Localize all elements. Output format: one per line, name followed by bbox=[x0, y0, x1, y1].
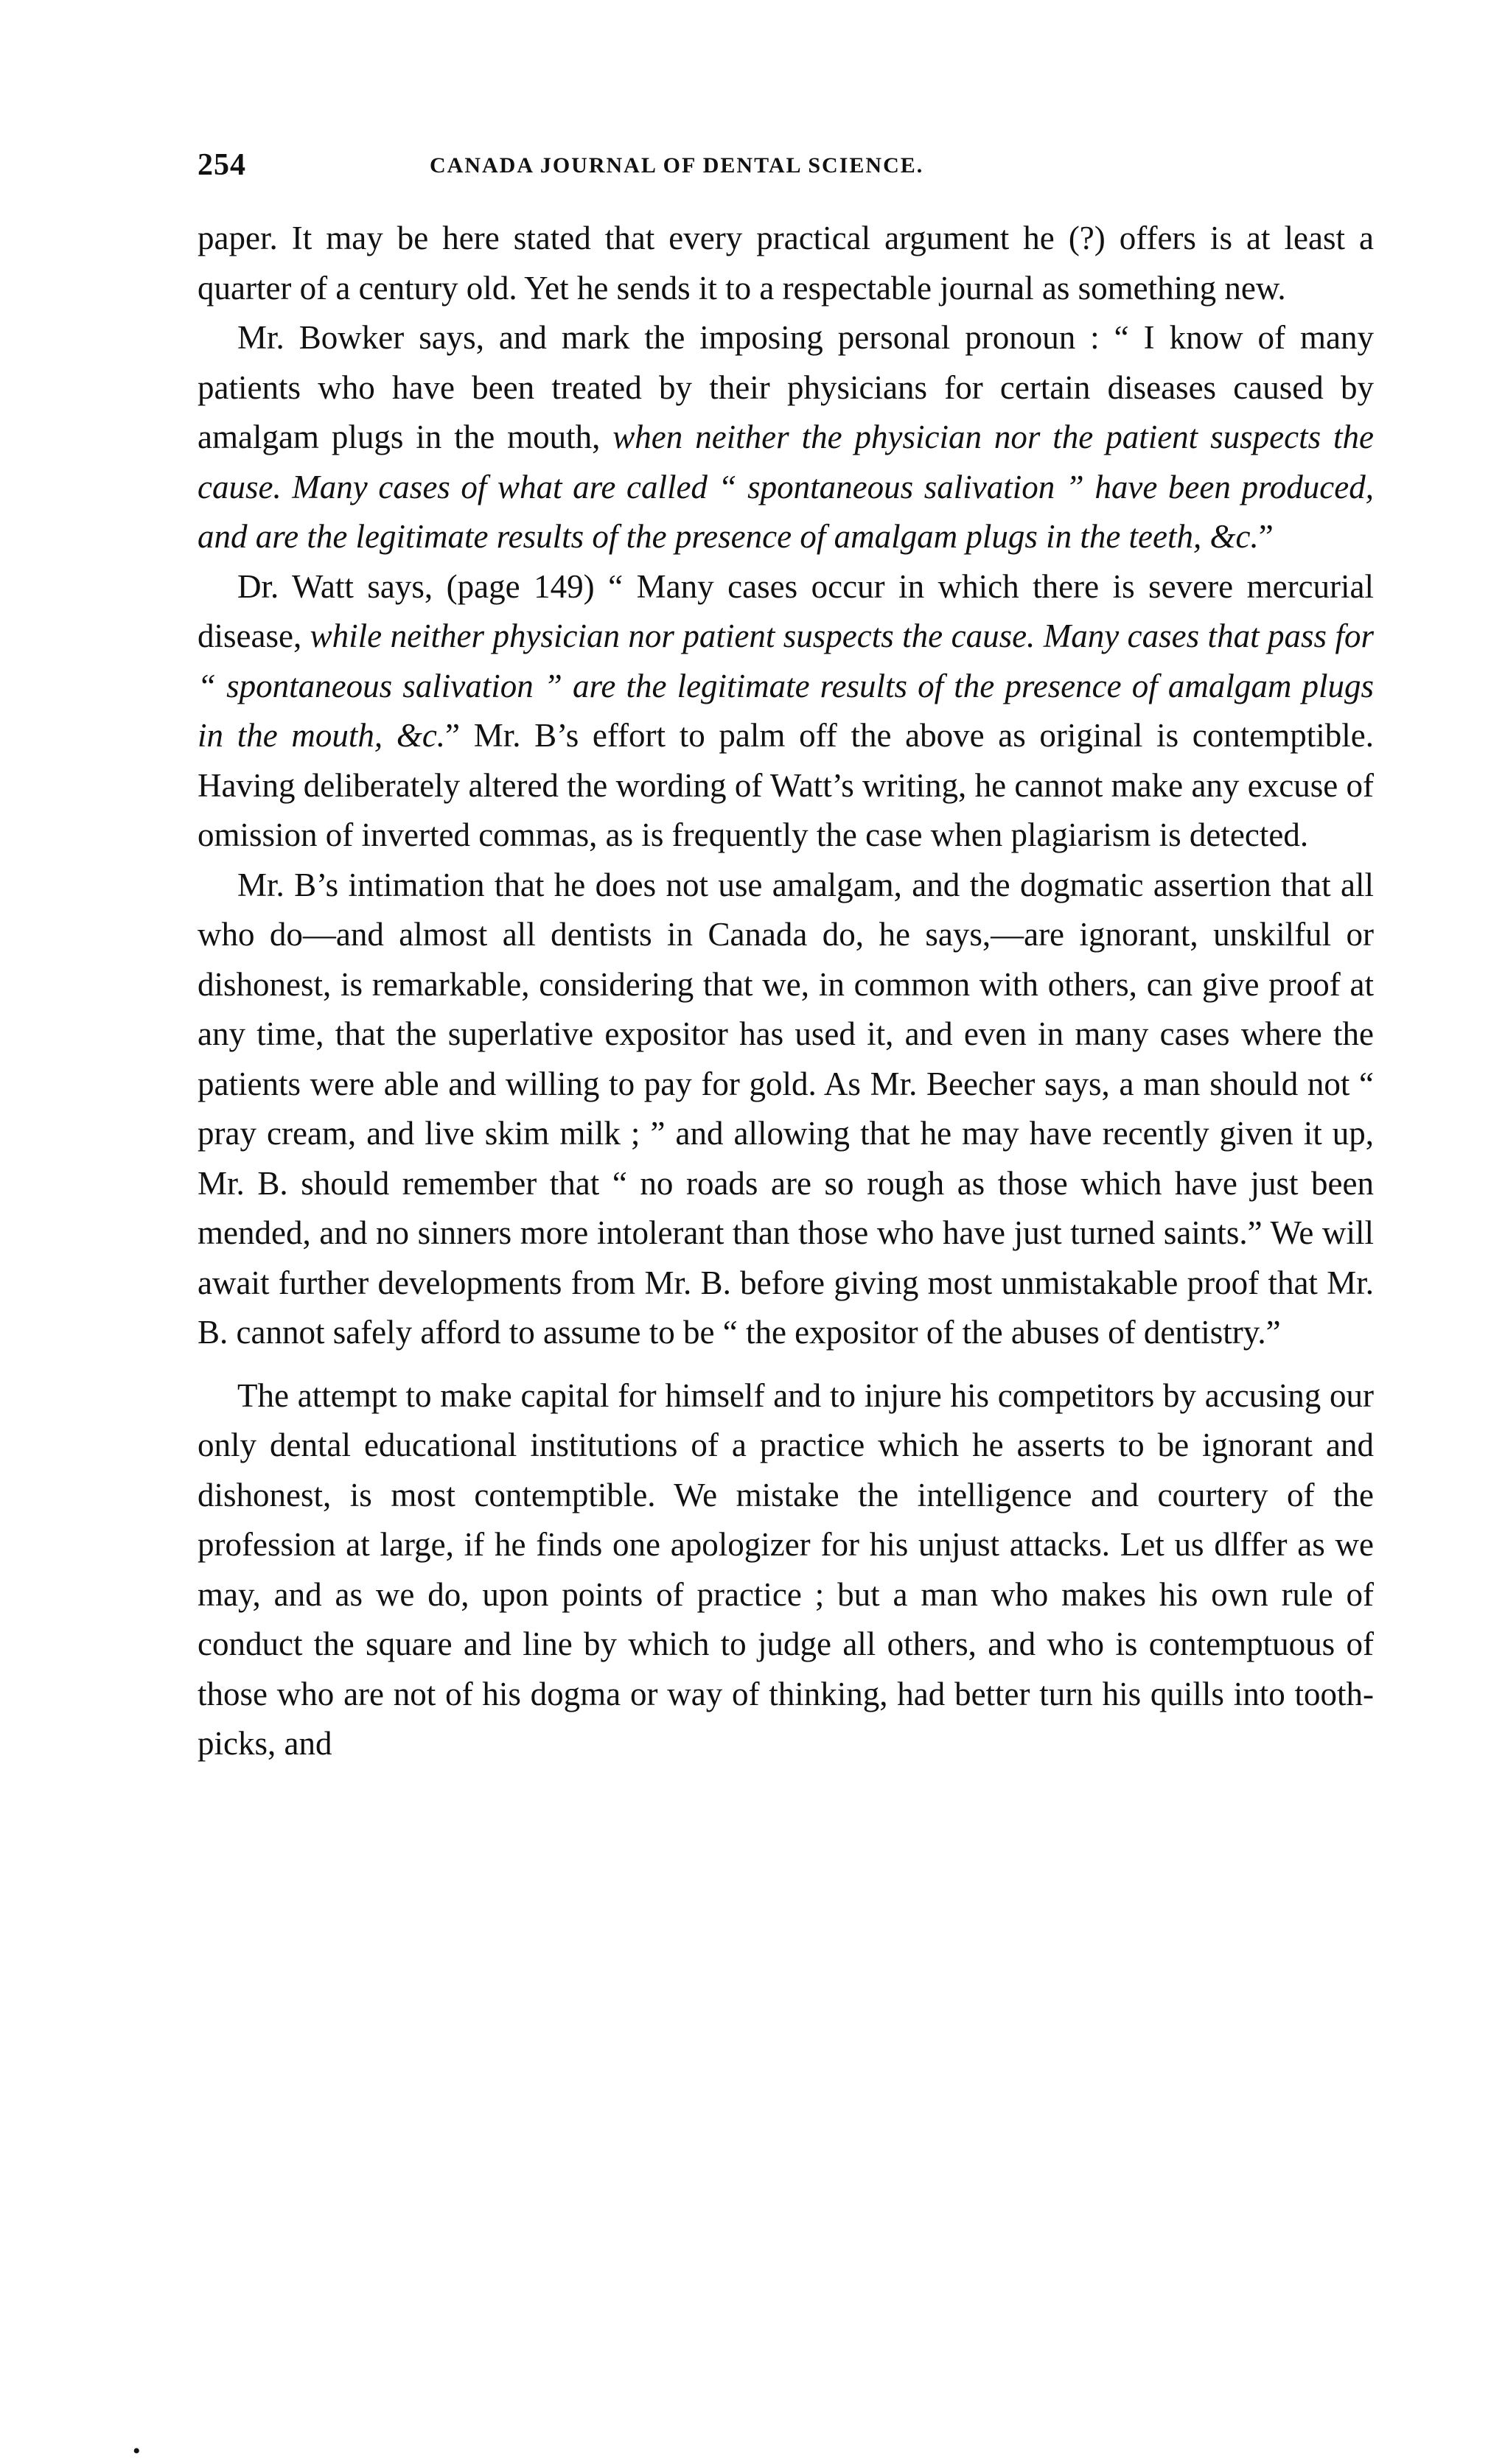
margin-dot-mark: • bbox=[133, 2439, 141, 2463]
paragraph-3-italic-text: while neither physician nor patient suspects the cause. Many cases that pass for “ spontaneous salivation ” are the legitimate results of the presence of amalgam plugs in the mouth, &c. bbox=[198, 617, 1374, 754]
paragraph-2-italic-text: when neither the physician nor the patient suspects the cause. Many cases of what are called “ spontaneous salivation ” have been produced, and are the legitimate results of the presence of amalgam plugs in the teeth, &c. bbox=[198, 419, 1374, 555]
paragraph-3-text: Dr. Watt says, (page 149) “ Many cases occur in which there is severe mercurial disease, bbox=[198, 567, 1374, 654]
paragraph-2-closing: ” bbox=[1258, 518, 1274, 555]
paragraph-3-watt-quote bbox=[198, 562, 1374, 861]
paragraph-5-text: The attempt to make capital for himself and to injure his competitors by accusing our only dental educational institutions of a practice which he asserts to be ignorant and dishonest, is most contemptible. We mistake the intelligence and courtery of the profession at large, if he finds one apologizer for his unjust attacks. Let us dlffer as we may, and as we do, upon points of practice ; but a man who makes his own rule of conduct the square and line by which to judge all others, and who is contemptuous of those who are not of his dogma or way of thinking, had better turn his quills into tooth-picks, and bbox=[198, 1376, 1374, 1762]
paragraph-1-text: paper. It may be here stated that every practical argument he (?) offers is at least a quarter of a century old. Yet he sends it to a respectable journal as something new. bbox=[198, 220, 1374, 307]
page-number: 254 bbox=[198, 148, 246, 182]
paragraph-4-text: Mr. B’s intimation that he does not use amalgam, and the dogmatic assertion that all who do—and almost all dentists in Canada do, he says,—are ignorant, unskilful or dishonest, is remarkable, considering that we, in common with others, can give proof at any time, that the superlative expositor has used it, and even in many cases where the patients were able and willing to pay for gold. As Mr. Beecher says, a man should not “ pray cream, and live skim milk ; ” and allowing that he may have recently given it up, Mr. B. should remember that “ no roads are so rough as those which have just been mended, and no sinners more intolerant than those who have just turned saints.” We will await further developments from Mr. B. before giving most unmistakable proof that Mr. B. cannot safely afford to assume to be “ the expositor of the abuses of dentistry.” bbox=[198, 866, 1374, 1351]
document-page bbox=[133, 147, 1374, 2463]
paragraph-4 bbox=[198, 861, 1374, 1358]
running-header bbox=[198, 147, 1374, 193]
paragraph-3-continuation: ” Mr. B’s effort to palm off the above as original is contemptible. Having deliberately altered the wording of Watt’s writing, he cannot make any excuse of omission of inverted commas, as is frequently the case when plagiarism is detected. bbox=[198, 717, 1374, 853]
paragraph-1 bbox=[198, 214, 1374, 313]
paragraph-2-text: Mr. Bowker says, and mark the imposing personal pronoun : “ I know of many patients who have been treated by their physicians for certain diseases caused by amalgam plugs in the mouth, bbox=[198, 319, 1374, 455]
paragraph-2-bowker-quote bbox=[198, 313, 1374, 562]
paragraph-5 bbox=[198, 1371, 1374, 1769]
journal-title: CANADA JOURNAL OF DENTAL SCIENCE. bbox=[430, 153, 924, 178]
